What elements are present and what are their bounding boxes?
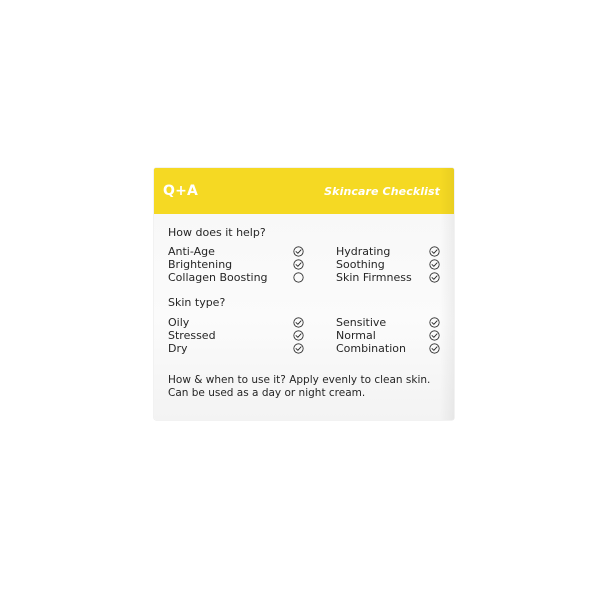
checklist-label: Oily xyxy=(168,316,190,329)
checklist-row xyxy=(336,245,440,258)
check-circle-icon xyxy=(293,246,304,257)
product-label-card xyxy=(154,168,454,420)
checklist-label: Sensitive xyxy=(336,316,387,329)
usage-line: How & when to use it? Apply evenly to clean skin. xyxy=(168,374,431,386)
checklist-row xyxy=(168,258,304,271)
checklist-label: Collagen Boosting xyxy=(168,271,268,284)
skin-type-right-column xyxy=(336,316,440,355)
checklist-row xyxy=(336,329,440,342)
checklist-label: Hydrating xyxy=(336,245,391,258)
check-circle-icon xyxy=(429,330,440,341)
brand-logo: Q+A xyxy=(163,183,199,199)
check-circle-icon xyxy=(429,272,440,283)
check-circle-icon xyxy=(293,330,304,341)
check-circle-icon xyxy=(429,317,440,328)
usage-instructions xyxy=(168,374,448,400)
check-circle-icon xyxy=(429,259,440,270)
usage-line: Can be used as a day or night cream. xyxy=(168,387,366,399)
checklist-row xyxy=(168,316,304,329)
checklist-row xyxy=(336,258,440,271)
header-band xyxy=(154,168,454,214)
skin-type-heading: Skin type? xyxy=(168,296,226,309)
check-circle-icon xyxy=(293,343,304,354)
checklist-row xyxy=(336,342,440,355)
checklist-label: Anti-Age xyxy=(168,245,215,258)
checklist-label: Combination xyxy=(336,342,406,355)
checklist-label: Soothing xyxy=(336,258,385,271)
benefits-right-column xyxy=(336,245,440,284)
checklist-label: Normal xyxy=(336,329,376,342)
checklist-label: Skin Firmness xyxy=(336,271,412,284)
checklist-row xyxy=(336,316,440,329)
checklist-row xyxy=(168,271,304,284)
check-circle-icon xyxy=(429,246,440,257)
check-circle-icon xyxy=(429,343,440,354)
empty-circle-icon xyxy=(293,272,304,283)
benefits-left-column xyxy=(168,245,304,284)
benefits-heading: How does it help? xyxy=(168,226,266,239)
checklist-row xyxy=(168,329,304,342)
checklist-label: Stressed xyxy=(168,329,216,342)
checklist-row xyxy=(168,342,304,355)
skin-type-left-column xyxy=(168,316,304,355)
checklist-row xyxy=(336,271,440,284)
checklist-label: Brightening xyxy=(168,258,233,271)
check-circle-icon xyxy=(293,317,304,328)
checklist-row xyxy=(168,245,304,258)
checklist-label: Dry xyxy=(168,342,188,355)
header-title: Skincare Checklist xyxy=(324,185,440,198)
check-circle-icon xyxy=(293,259,304,270)
